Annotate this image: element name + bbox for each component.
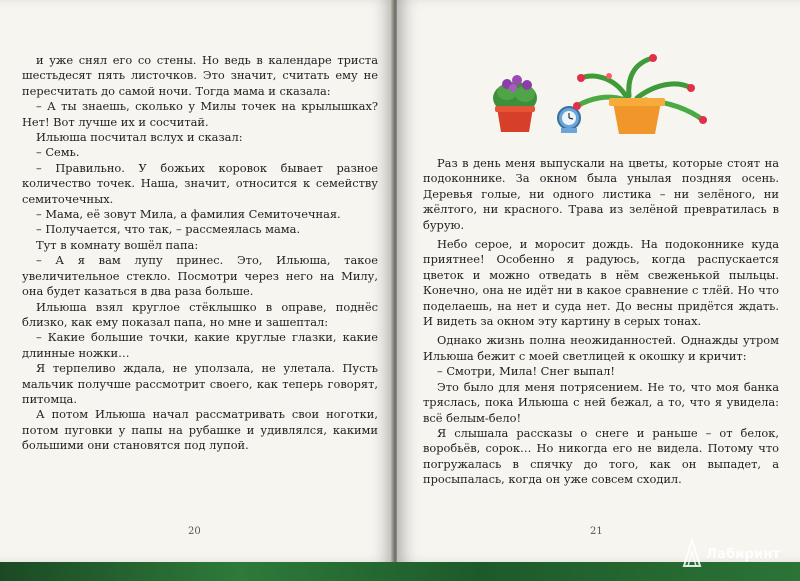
right-page — [397, 0, 800, 562]
paragraph: – Семь. — [36, 145, 80, 160]
watermark-label: Лабиринт — [706, 547, 781, 562]
paragraph: – А ты знаешь, сколько у Милы точек на крылышках? Нет! Вот лучше их и сосчитай. — [22, 99, 378, 129]
windowsill-plants-illustration — [477, 50, 717, 140]
paragraph: Однако жизнь полна неожиданностей. Однажды утром Ильюша бежит с моей светлицей к окошку и кричит: — [423, 333, 779, 363]
paragraph: Раз в день меня выпускали на цветы, которые стоят на подоконнике. За окном была унылая поздняя осень. Деревья голые, ни одного листика – ни зелёного, ни жёлтого, ни красного. Трава из зелёной превратилась в бурую. — [423, 156, 779, 232]
left-page — [0, 0, 393, 562]
paragraph: Ильюша взял круглое стёклышко в оправе, поднёс близко, как ему показал папа, но мне и зашептал: — [22, 299, 378, 329]
left-page-text — [22, 53, 378, 454]
paragraph: – А я вам лупу принес. Это, Ильюша, такое увеличительное стекло. Посмотри через него на Милу, она будет казаться в два раза больше. — [22, 253, 378, 299]
paragraph: – Смотри, Мила! Снег выпал! — [437, 364, 615, 379]
christmas-cactus-icon — [573, 54, 707, 134]
violet-plant-icon — [493, 75, 537, 132]
page-number: 21 — [590, 526, 603, 537]
paragraph: Тут в комнату вошёл папа: — [36, 237, 199, 252]
paragraph: – Мама, её зовут Мила, а фамилия Семиточечная. — [36, 207, 341, 222]
paragraph: – Получается, что так, – рассмеялась мама. — [36, 222, 301, 237]
page-number: 20 — [188, 526, 201, 537]
paragraph: Я слышала рассказы о снеге и раньше – от белок, воробьёв, сорок… Но никогда его не видела. Потому что погружалась в спячку до того, как он выпадет, а просыпалась, когда он уже совсем сходил. — [423, 425, 779, 487]
paragraph: – Правильно. У божьих коровок бывает разное количество точек. Наша, значит, относится к семейству семиточечных. — [22, 160, 378, 206]
paragraph: – Какие большие точки, какие круглые глазки, какие длинные ножки… — [22, 330, 378, 360]
right-page-text — [423, 156, 779, 488]
paragraph: А потом Ильюша начал рассматривать свои ноготки, потом пуговки у папы на рубашке и удивлялся, какими большими они становятся под лупой. — [22, 407, 378, 453]
alarm-clock-icon — [558, 107, 580, 133]
paragraph: Я терпеливо ждала, не уползала, не улетала. Пусть мальчик получше рассмотрит своего, как теперь говорят, питомца. — [22, 361, 378, 406]
paragraph: Ильюша посчитал вслух и сказал: — [36, 130, 243, 145]
paragraph: и уже снял его со стены. Но ведь в календаре триста шестьдесят пять листочков. Это значит, считать ему не пересчитать до самой ночи. Тогда мама и сказала: — [22, 53, 378, 98]
paragraph: Это было для меня потрясением. Не то, что моя банка тряслась, пока Ильюша с ней бежал, а то, что я увидела: всё белым-бело! — [423, 379, 779, 425]
paragraph: Небо серое, и моросит дождь. На подоконнике куда приятнее! Особенно я радуюсь, когда распускается цветок и можно отведать в нём свеженькой пыльцы. Конечно, она не идёт ни в какое сравнение с тлёй. Но что поделаешь, на нет и суда нет. До весны придётся ждать. И видеть за окном эту картину в серых тонах. — [423, 237, 779, 329]
